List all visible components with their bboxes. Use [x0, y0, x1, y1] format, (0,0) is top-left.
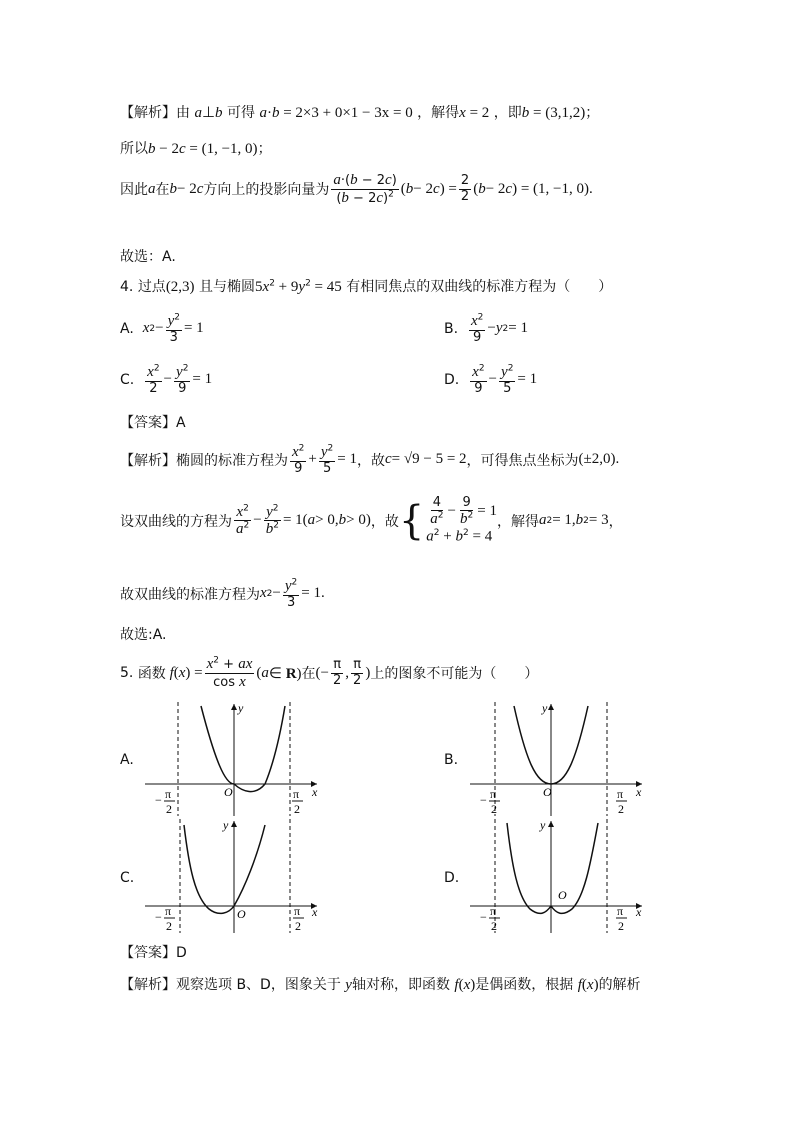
two-label: 2 — [166, 919, 172, 933]
graph-a — [145, 700, 325, 820]
pi-label: π — [293, 787, 300, 801]
q4-solution-3: 故双曲线的标准方程为 x 2 − $\frac{y^2}{3}$ = 1. — [120, 577, 325, 610]
two-label: 2 — [294, 802, 300, 816]
minus-sign: − — [155, 793, 162, 807]
x-axis-label: x — [636, 785, 642, 799]
x-axis-label: x — [312, 905, 318, 919]
x-axis-label: x — [312, 785, 318, 799]
minus-sign: − — [480, 910, 487, 924]
two-label: 2 — [491, 919, 497, 933]
y-axis-label: y — [540, 818, 546, 832]
pi-label: π — [165, 787, 172, 801]
two-label: 2 — [295, 919, 301, 933]
q4-solution-1: 【解析】 椭圆的标准方程为 $\frac{x^2}{9}$ + $\frac{y^2}{5}$ = 1 ，故 c = √9 − 5 = 2 ，可得焦点坐标为 (±2,0). — [120, 443, 620, 476]
q5-option-d-label[interactable]: D. — [444, 870, 460, 886]
graph-c — [145, 817, 325, 937]
graph-d — [470, 817, 650, 937]
answer-4: 【答案】A — [120, 415, 186, 431]
pi-label: π — [294, 904, 301, 918]
q4-option-c[interactable]: C. $\frac{x^2}{2}$ − $\frac{y^2}{9}$ = 1 — [120, 363, 213, 396]
q5-solution-1: 【解析】观察选项 B、D，图象关于 y轴对称，即函数 f(x)是偶函数，根据 f(x)的解析 — [120, 977, 641, 993]
q5-option-b-label[interactable]: B. — [444, 752, 459, 768]
origin-label: O — [224, 785, 233, 799]
question-4: 4. 过点(2,3) 且与椭圆$5x^2 + 9y^2 = 45$ 有相同焦点的双曲线的标准方程为（ ） — [120, 278, 613, 295]
x-axis-label: x — [636, 905, 642, 919]
graph-b — [470, 700, 650, 820]
q4-solution-2: 设双曲线的方程为 $\frac{x^2}{a^2}$ − $\frac{y^2}{b^2}$ = 1( a > 0, b > 0) ，故 { $\frac{4}{a^2}$ − $\frac{9}{b^2}$ = 1 $a^2 + b^2 = 4$ ，解得 a 2 = 1, b 2 = 3 ， — [120, 495, 623, 545]
q4-option-a[interactable]: A. x 2 − $\frac{y^2}{3}$ = 1 — [120, 312, 204, 345]
solution-line-1: 【解析】由 a⊥b 可得 a·b = 2×3 + 0×1 − 3x = 0 ，解得x = 2 ，即b = (3,1,2)； — [120, 105, 600, 121]
pi-label: π — [617, 787, 624, 801]
solution-line-2: 所以b − 2c = (1, −1, 0)； — [120, 141, 272, 157]
two-label: 2 — [166, 802, 172, 816]
solution-line-4: 故选：A. — [120, 249, 176, 265]
two-label: 2 — [618, 919, 624, 933]
origin-label: O — [543, 785, 552, 799]
origin-label: O — [558, 888, 567, 902]
q4-solution-4: 故选:A. — [120, 627, 167, 643]
question-5: 5. 函数 f ( x ) = $\frac{x^2 + ax}{\text{cos x}}$ ( a ∈ R) 在 (− $\frac{\pi}{2}$ , $\frac{\pi}{2}$ ) 上的图象不可能为（ ） — [120, 655, 539, 690]
q5-option-c-label[interactable]: C. — [120, 870, 135, 886]
pi-label: π — [165, 904, 172, 918]
minus-sign: − — [155, 910, 162, 924]
pi-label: π — [490, 904, 497, 918]
y-axis-label: y — [223, 818, 229, 832]
origin-label: O — [237, 907, 246, 921]
pi-label: π — [617, 904, 624, 918]
y-axis-label: y — [238, 701, 244, 715]
q4-option-b[interactable]: B. $\frac{x^2}{9}$ − y 2 = 1 — [444, 312, 528, 345]
two-label: 2 — [491, 802, 497, 816]
y-axis-label: y — [542, 701, 548, 715]
two-label: 2 — [618, 802, 624, 816]
minus-sign: − — [480, 793, 487, 807]
pi-label: π — [490, 787, 497, 801]
q4-option-d[interactable]: D. $\frac{x^2}{9}$ − $\frac{y^2}{5}$ = 1 — [444, 363, 538, 396]
answer-5: 【答案】D — [120, 945, 187, 961]
q5-option-a-label[interactable]: A. — [120, 752, 134, 768]
solution-line-3: 因此 a 在 b − 2 c 方向上的投影向量为 $\frac{a\cdot(b - 2c)}{(b - 2c)^2}$ ( b − 2 c ) = $\frac{2}{2}$ ( b − 2 c ) = (1, −1, 0). — [120, 172, 593, 206]
